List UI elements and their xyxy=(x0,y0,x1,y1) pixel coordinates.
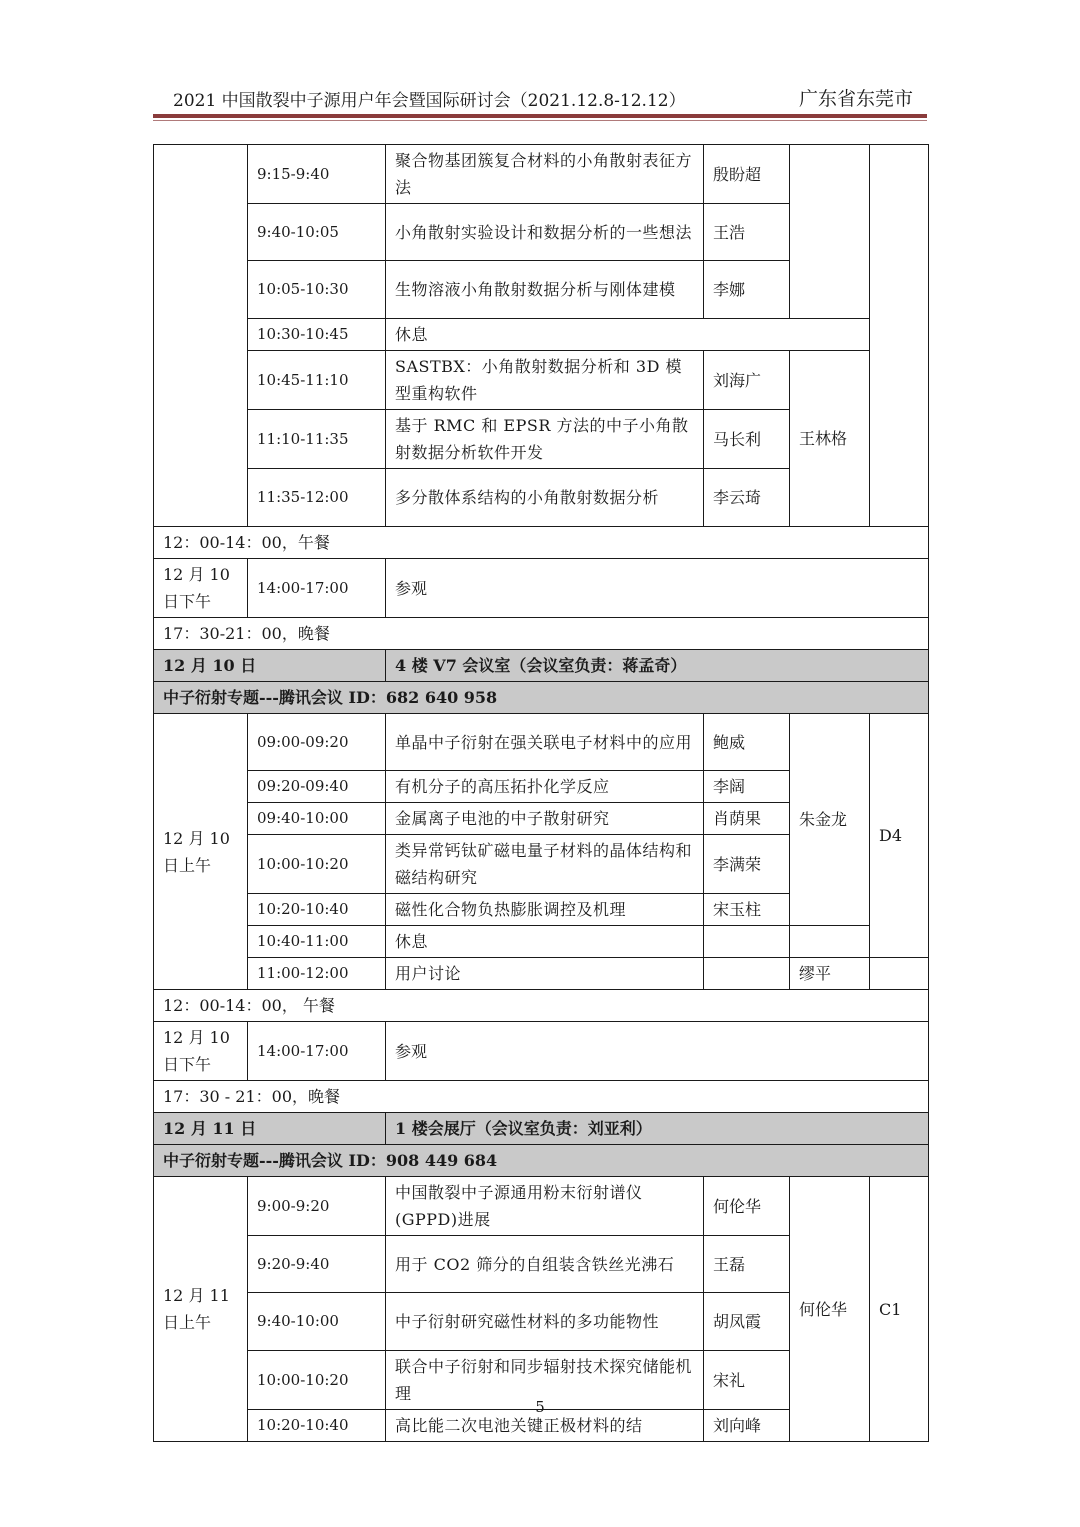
date-cell: 12 月 10 日上午 xyxy=(154,714,248,990)
speaker-cell: 王浩 xyxy=(704,204,790,261)
dinner-row: 17：30-21：00，晚餐 xyxy=(154,618,929,650)
topic-cell: 用于 CO2 筛分的自组装含铁丝光沸石 xyxy=(386,1236,704,1293)
speaker-cell: 李娜 xyxy=(704,261,790,319)
conference-location: 广东省东莞市 xyxy=(798,88,913,110)
time-cell: 11:35-12:00 xyxy=(248,469,386,527)
table-row xyxy=(154,527,929,559)
date-cell: 12 月 10 日下午 xyxy=(154,1022,248,1081)
speaker-cell: 肖荫果 xyxy=(704,803,790,835)
page-number: 5 xyxy=(535,1398,545,1416)
dinner-row: 17：30 - 21：00，晚餐 xyxy=(154,1081,929,1113)
table-row xyxy=(154,1177,929,1236)
conference-title: 2021 中国散裂中子源用户年会暨国际研讨会（2021.12.8-12.12） xyxy=(173,91,686,111)
header-rule-thin xyxy=(153,120,927,121)
session-topic-row xyxy=(154,682,929,714)
time-cell: 14:00-17:00 xyxy=(248,1022,386,1081)
topic-cell: 生物溶液小角散射数据分析与刚体建模 xyxy=(386,261,704,319)
session-date: 12 月 11 日 xyxy=(154,1113,386,1145)
chair-cell xyxy=(790,926,870,958)
topic-cell: 用户讨论 xyxy=(386,958,704,990)
topic-cell: 休息 xyxy=(386,926,704,958)
topic-cell: 有机分子的高压拓扑化学反应 xyxy=(386,771,704,803)
time-cell: 9:40-10:05 xyxy=(248,204,386,261)
time-cell: 9:20-9:40 xyxy=(248,1236,386,1293)
topic-cell: 基于 RMC 和 EPSR 方法的中子小角散射数据分析软件开发 xyxy=(386,410,704,469)
topic-cell: 小角散射实验设计和数据分析的一些想法 xyxy=(386,204,704,261)
table-row xyxy=(154,618,929,650)
table-row xyxy=(154,926,929,958)
speaker-cell: 胡凤霞 xyxy=(704,1293,790,1351)
time-cell: 9:40-10:00 xyxy=(248,1293,386,1351)
speaker-cell: 李云琦 xyxy=(704,469,790,527)
time-cell: 10:40-11:00 xyxy=(248,926,386,958)
speaker-cell: 李阔 xyxy=(704,771,790,803)
time-cell: 09:40-10:00 xyxy=(248,803,386,835)
topic-cell: 聚合物基团簇复合材料的小角散射表征方法 xyxy=(386,145,704,204)
time-cell: 11:00-12:00 xyxy=(248,958,386,990)
topic-cell: 单晶中子衍射在强关联电子材料中的应用 xyxy=(386,714,704,771)
speaker-cell: 殷盼超 xyxy=(704,145,790,204)
session-room: 1 楼会展厅（会议室负责：刘亚利） xyxy=(386,1113,929,1145)
speaker-cell: 李满荣 xyxy=(704,835,790,894)
time-cell: 9:00-9:20 xyxy=(248,1177,386,1236)
time-cell: 9:15-9:40 xyxy=(248,145,386,204)
time-cell: 10:30-10:45 xyxy=(248,319,386,351)
table-row xyxy=(154,559,929,618)
table-row xyxy=(154,319,929,351)
page-header xyxy=(153,84,927,112)
date-cell: 12 月 11 日上午 xyxy=(154,1177,248,1442)
date-cell: 12 月 10 日下午 xyxy=(154,559,248,618)
session-topic-row xyxy=(154,1145,929,1177)
speaker-cell: 鲍威 xyxy=(704,714,790,771)
time-cell: 09:00-09:20 xyxy=(248,714,386,771)
time-cell: 10:20-10:40 xyxy=(248,894,386,926)
room-cell: C1 xyxy=(870,1177,929,1442)
session-header-row xyxy=(154,650,929,682)
chair-cell: 缪平 xyxy=(790,958,870,990)
chair-cell: 何伦华 xyxy=(790,1177,870,1442)
session-room: 4 楼 V7 会议室（会议室负责：蒋孟奇） xyxy=(386,650,929,682)
chair-cell xyxy=(790,145,870,319)
time-cell: 10:00-10:20 xyxy=(248,835,386,894)
topic-cell: SASTBX：小角散射数据分析和 3D 模型重构软件 xyxy=(386,351,704,410)
header-rule-thick xyxy=(153,114,927,118)
chair-cell: 朱金龙 xyxy=(790,714,870,926)
activity-cell: 参观 xyxy=(386,1022,929,1081)
speaker-cell: 马长利 xyxy=(704,410,790,469)
time-cell: 10:20-10:40 xyxy=(248,1410,386,1442)
topic-cell: 类异常钙钛矿磁电量子材料的晶体结构和磁结构研究 xyxy=(386,835,704,894)
speaker-cell: 宋玉柱 xyxy=(704,894,790,926)
table-row xyxy=(154,1081,929,1113)
speaker-cell xyxy=(704,926,790,958)
speaker-cell: 何伦华 xyxy=(704,1177,790,1236)
time-cell: 10:00-10:20 xyxy=(248,1351,386,1410)
lunch-row: 12：00-14：00，午餐 xyxy=(154,527,929,559)
time-cell: 14:00-17:00 xyxy=(248,559,386,618)
topic-cell: 联合中子衍射和同步辐射技术探究储能机理 xyxy=(386,1351,704,1410)
table-row xyxy=(154,145,929,204)
topic-cell: 中国散裂中子源通用粉末衍射谱仪(GPPD)进展 xyxy=(386,1177,704,1236)
time-cell: 11:10-11:35 xyxy=(248,410,386,469)
topic-cell: 磁性化合物负热膨胀调控及机理 xyxy=(386,894,704,926)
topic-cell: 中子衍射研究磁性材料的多功能物性 xyxy=(386,1293,704,1351)
topic-cell: 高比能二次电池关键正极材料的结 xyxy=(386,1410,704,1442)
table-row xyxy=(154,351,929,410)
speaker-cell xyxy=(704,958,790,990)
room-cell: D4 xyxy=(870,714,929,958)
table-row xyxy=(154,714,929,771)
speaker-cell: 刘海广 xyxy=(704,351,790,410)
session-topic: 中子衍射专题---腾讯会议 ID：908 449 684 xyxy=(154,1145,929,1177)
room-cell xyxy=(870,145,929,527)
session-header-row xyxy=(154,1113,929,1145)
speaker-cell: 宋礼 xyxy=(704,1351,790,1410)
speaker-cell: 刘向峰 xyxy=(704,1410,790,1442)
table-row xyxy=(154,958,929,990)
chair-cell: 王林格 xyxy=(790,351,870,527)
time-cell: 10:05-10:30 xyxy=(248,261,386,319)
speaker-cell: 王磊 xyxy=(704,1236,790,1293)
topic-cell: 金属离子电池的中子散射研究 xyxy=(386,803,704,835)
topic-cell: 多分散体系结构的小角散射数据分析 xyxy=(386,469,704,527)
session-date: 12 月 10 日 xyxy=(154,650,386,682)
date-cell xyxy=(154,145,248,527)
table-row xyxy=(154,990,929,1022)
room-cell xyxy=(870,958,929,990)
activity-cell: 参观 xyxy=(386,559,929,618)
lunch-row: 12：00-14：00， 午餐 xyxy=(154,990,929,1022)
table-row xyxy=(154,1022,929,1081)
time-cell: 09:20-09:40 xyxy=(248,771,386,803)
session-topic: 中子衍射专题---腾讯会议 ID：682 640 958 xyxy=(154,682,929,714)
time-cell: 10:45-11:10 xyxy=(248,351,386,410)
schedule-table xyxy=(153,144,929,1442)
break-cell: 休息 xyxy=(386,319,870,351)
